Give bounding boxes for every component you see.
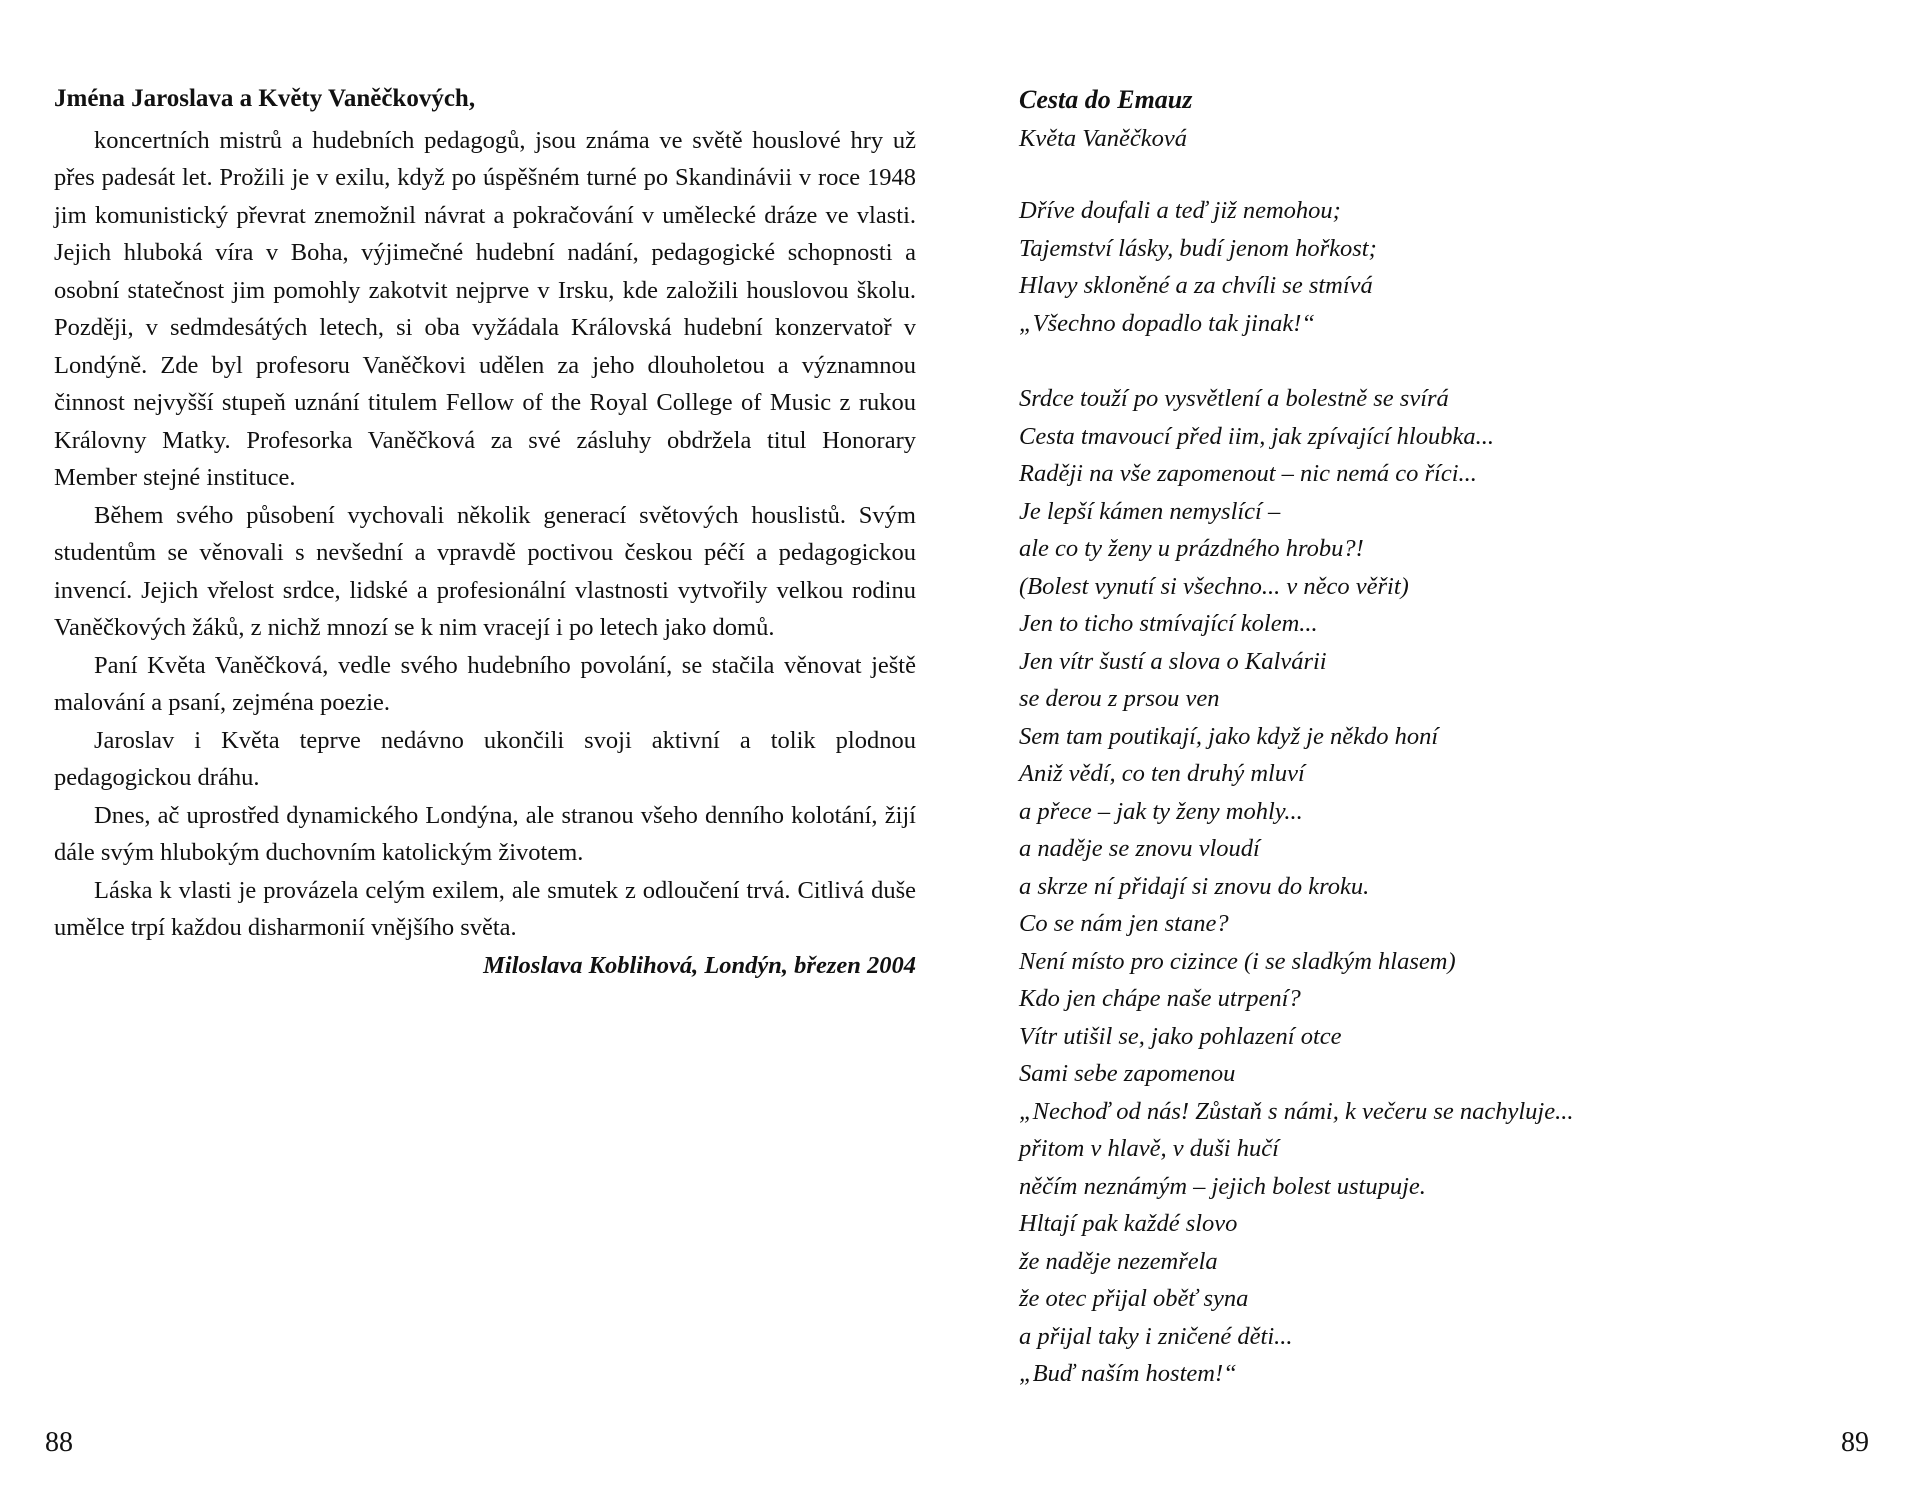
poem-line: Sami sebe zapomenou [1019,1060,1236,1087]
poem-line: Aniž vědí, co ten druhý mluví [1019,760,1305,787]
poem-line: že otec přijal oběť syna [1019,1285,1249,1312]
poem-line: Vítr utišil se, jako pohlazení otce [1019,1022,1342,1050]
poem-line: a přece – jak ty ženy mohly... [1019,797,1303,825]
poem-line: Sem tam poutikají, jako když je někdo honí [1019,722,1439,750]
poem-line: Dříve doufali a teď již nemohou; [1019,197,1341,224]
article-signature: Miloslava Koblihová, Londýn, březen 2004 [483,951,916,979]
poem-line: Raději na vše zapomenout – nic nemá co říci... [1019,460,1477,487]
poem-line: (Bolest vynutí si všechno... v něco věřit) [1019,572,1409,600]
article-paragraph: koncertních mistrů a hudebních pedagogů, jsou známa ve světě houslové hry už přes padesát let. Prožili je v exilu, když po úspěšném turné po Skandinávii v roce 1948 jim komunistický převrat znemožnil návrat a pokračování v umělecké dráze ve vlasti. Jejich hluboká víra v Boha, výjimečné hudební nadání, pedagogické schopnosti a osobní statečnost jim pomohly zakotvit nejprve v Irsku, kde založili houslovou školu. Později, v sedmdesátých letech, si oba vyžádala Královská hudební konzervatoř v Londýně. Zde byl profesoru Vaněčkovi udělen za jeho dlouholetou a významnou činnost nejvyšší stupeň uznání titulem Fellow of the Royal College of Music z rukou Královny Matky. Profesorka Vaněčková za své zásluhy obdržela titul Honorary Member stejné instituce. [54,126,916,491]
page-number-left: 88 [45,1427,73,1458]
poem-line: Tajemství lásky, budí jenom hořkost; [1019,234,1377,262]
poem-line: a naděje se znovu vloudí [1019,835,1260,862]
poem-stanza-2 [1019,380,1839,1393]
poem-line: něčím neznámým – jejich bolest ustupuje. [1019,1172,1426,1200]
poem-line: „Všechno dopadlo tak jinak!“ [1019,309,1316,337]
page-number-right: 89 [1841,1427,1869,1458]
poem-line: Jen vítr šustí a slova o Kalvárii [1019,647,1327,675]
poem-title: Cesta do Emauz [1019,85,1193,114]
right-page [957,0,1914,1500]
poem-line: „Buď naším hostem!“ [1019,1360,1237,1387]
article-paragraph: Paní Květa Vaněčková, vedle svého hudebního povolání, se stačila věnovat ještě malování a psaní, zejména poezie. [54,651,916,716]
poem-stanza-1 [1019,192,1839,342]
article-heading: Jména Jaroslava a Květy Vaněčkových, [54,85,476,112]
poem-line: Hltají pak každé slovo [1019,1210,1238,1237]
poem-line: Kdo jen chápe naše utrpení? [1019,985,1301,1012]
article-paragraph: Jaroslav i Květa teprve nedávno ukončili svoji aktivní a tolik plodnou pedagogickou dráhu. [54,726,916,791]
poem-line: že naděje nezemřela [1019,1247,1218,1275]
poem-line: Jen to ticho stmívající kolem... [1019,610,1318,637]
article-paragraph: Láska k vlasti je provázela celým exilem, ale smutek z odloučení trvá. Citlivá duše umělce trpí každou disharmonií vnějšího světa. [54,876,916,941]
article-paragraph: Během svého působení vychovali několik generací světových houslistů. Svým studentům se věnovali s nevšední a vpravdě poctivou českou péčí a pedagogickou invencí. Jejich vřelost srdce, lidské a profesionální vlastnosti vytvořily velkou rodinu Vaněčkových žáků, z nichž mnozí se k nim vracejí i po letech jako domů. [54,501,916,641]
poem-line: Je lepší kámen nemyslící – [1019,497,1281,525]
poem-line: Srdce touží po vysvětlení a bolestně se svírá [1019,385,1449,412]
article-paragraph: Dnes, ač uprostřed dynamického Londýna, ale stranou všeho denního kolotání, žijí dále svým hlubokým duchovním katolickým životem. [54,801,916,866]
poem-line: Cesta tmavoucí před iim, jak zpívající hloubka... [1019,422,1494,450]
poem-line: a skrze ní přidají si znovu do kroku. [1019,872,1370,900]
poem-line: „Nechoď od nás! Zůstaň s námi, k večeru se nachyluje... [1019,1097,1574,1125]
poem-line: přitom v hlavě, v duši hučí [1019,1135,1279,1162]
poem-line: Hlavy skloněné a za chvíli se stmívá [1019,272,1373,299]
poem-line: ale co ty ženy u prázdného hrobu?! [1019,535,1364,562]
poem-line: Co se nám jen stane? [1019,910,1229,937]
poem-line: a přijal taky i zničené děti... [1019,1322,1293,1350]
poem-author: Květa Vaněčková [1019,125,1188,152]
poem [1019,80,1839,1431]
poem-line: se derou z prsou ven [1019,685,1220,712]
poem-line: Není místo pro cizince (i se sladkým hlasem) [1019,947,1456,975]
article [54,80,916,984]
